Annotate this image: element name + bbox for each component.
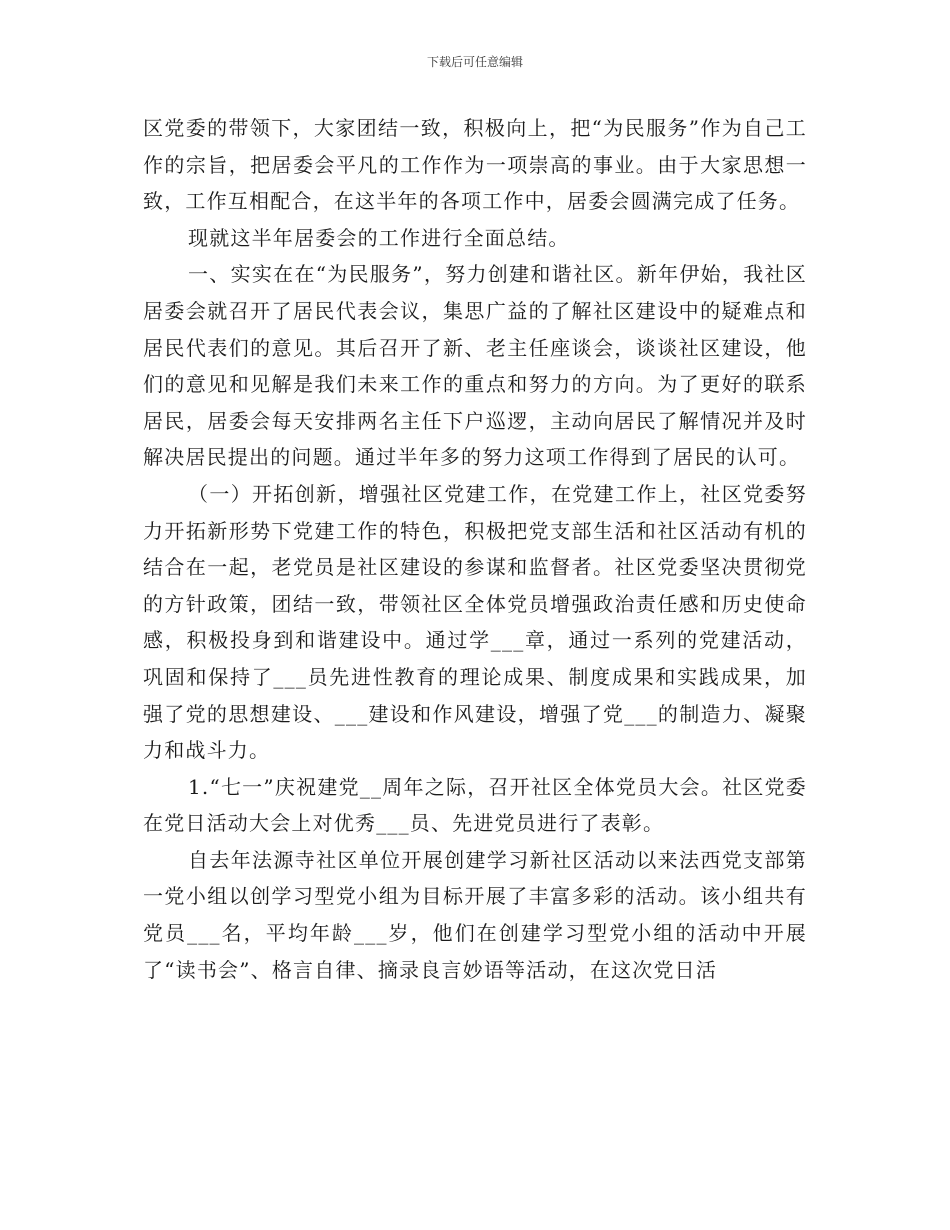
paragraph-5: 1.“七一”庆祝建党__周年之际，召开社区全体党员大会。社区党委在党日活动大会上对优秀___员、先进党员进行了表彰。 [143,774,807,836]
paragraph-3: 一、实实在在“为民服务”，努力创建和谐社区。新年伊始，我社区居委会就召开了居民代表会议，集思广益的了解社区建设中的疑难点和居民代表们的意见。其后召开了新、老主任座谈会，谈谈社区建设，他们的意见和见解是我们未来工作的重点和努力的方向。为了更好的联系居民，居委会每天安排两名主任下户巡逻，主动向居民了解情况并及时解决居民提出的问题。通过半年多的努力这项工作得到了居民的认可。 [143,262,807,470]
page-header: 下载后可任意编辑 [426,55,523,69]
paragraph-2: 现就这半年居委会的工作进行全面总结。 [188,225,570,250]
document-body [143,110,807,988]
paragraph-6: 自去年法源寺社区单位开展创建学习新社区活动以来法西党支部第一党小组以创学习型党小组为目标开展了丰富多彩的活动。该小组共有党员___名，平均年龄___岁，他们在创建学习型党小组的活动中开展了“读书会”、格言自律、摘录良言妙语等活动，在这次党日活 [143,847,807,982]
paragraph-1: 区党委的带领下，大家团结一致，积极向上，把“为民服务”作为自己工作的宗旨，把居委会平凡的工作作为一项崇高的事业。由于大家思想一致，工作互相配合，在这半年的各项工作中，居委会圆满完成了任务。 [143,116,807,214]
paragraph-4: （一）开拓创新，增强社区党建工作，在党建工作上，社区党委努力开拓新形势下党建工作的特色，积极把党支部生活和社区活动有机的结合在一起，老党员是社区建设的参谋和监督者。社区党委坚决贯彻党的方针政策，团结一致，带领社区全体党员增强政治责任感和历史使命感，积极投身到和谐建设中。通过学___章，通过一系列的党建活动，巩固和保持了___员先进性教育的理论成果、制度成果和实践成果，加强了党的思想建设、___建设和作风建设，增强了党___的制造力、凝聚力和战斗力。 [143,481,807,763]
